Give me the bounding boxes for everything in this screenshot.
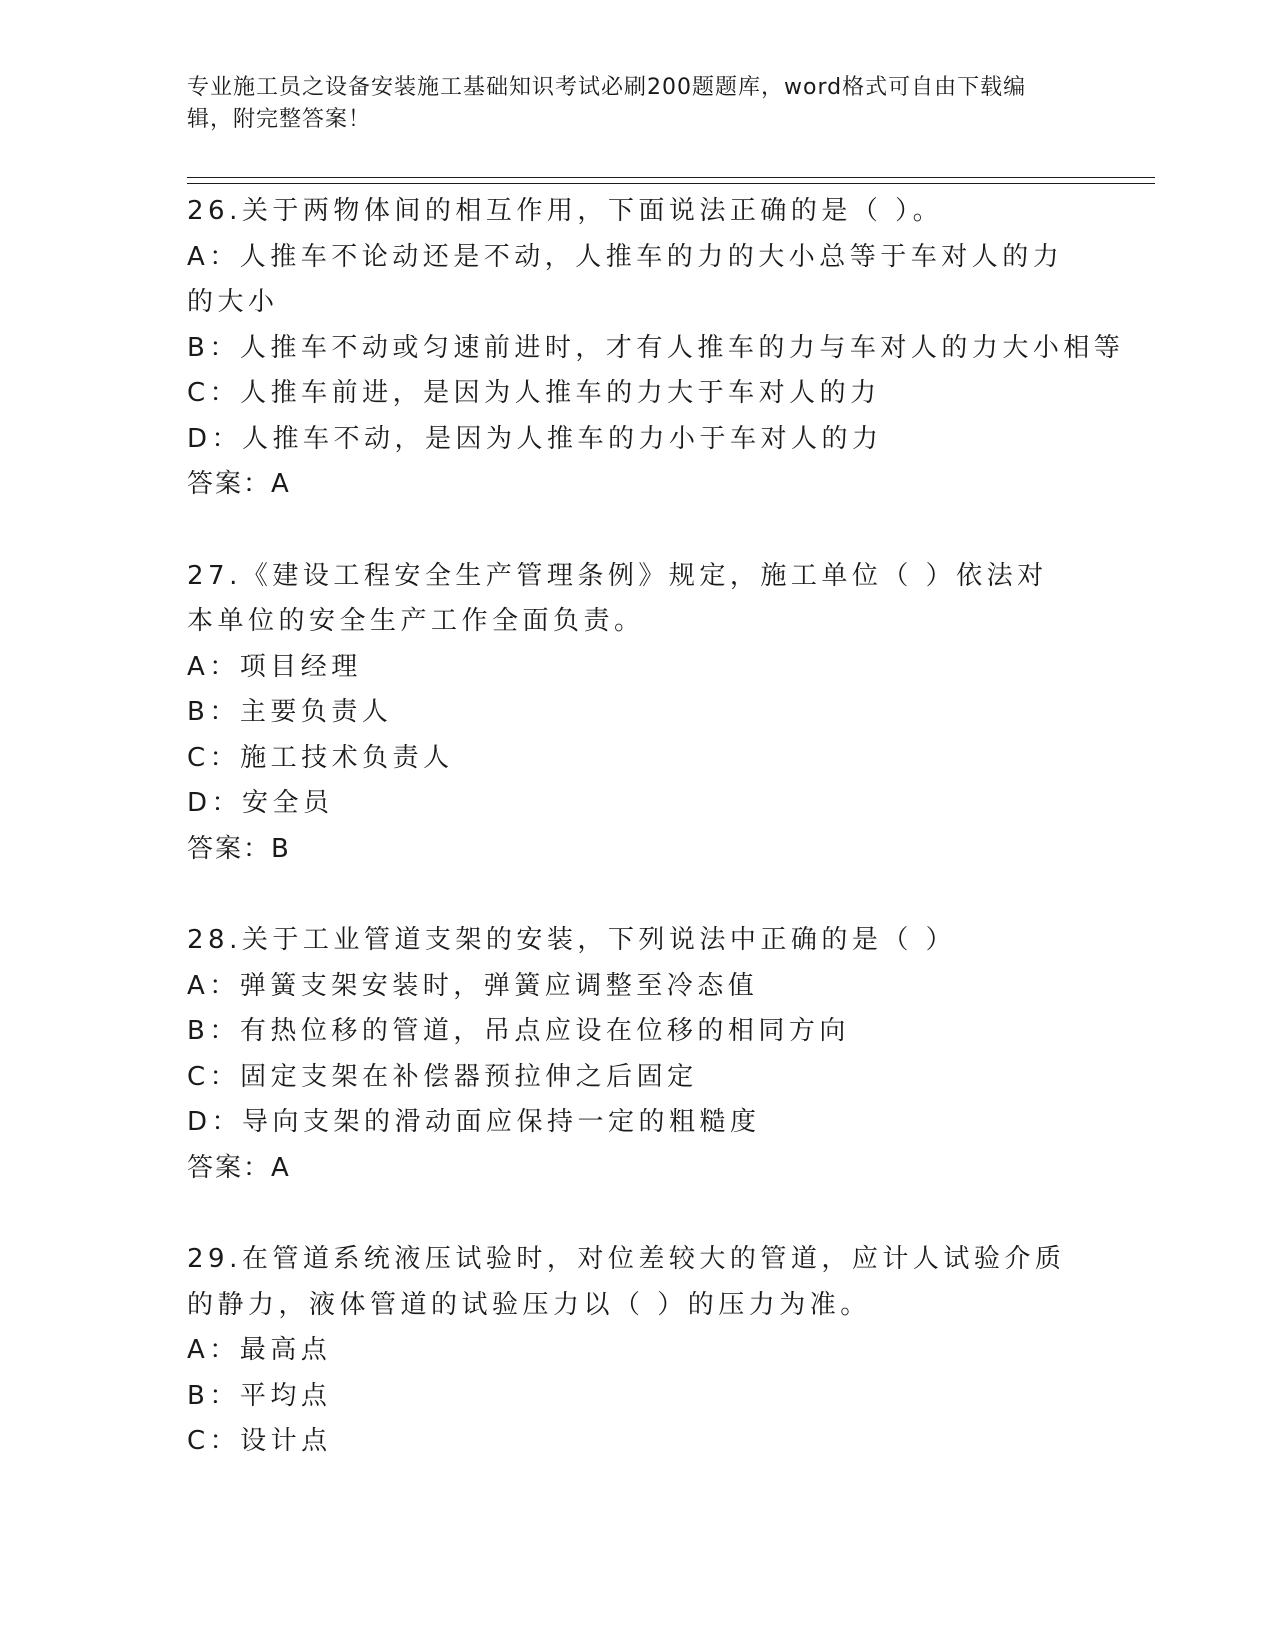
answer: 答案：A <box>187 1152 291 1183</box>
option-d: D：导向支架的滑动面应保持一定的粗糙度 <box>187 1107 761 1137</box>
option-d: D：安全员 <box>187 788 334 818</box>
option-b: B：主要负责人 <box>187 697 393 727</box>
question-stem: 28.关于工业管道支架的安装，下列说法中正确的是（ ） <box>187 925 957 955</box>
option-c: C：固定支架在补偿器预拉伸之后固定 <box>187 1061 698 1092</box>
header-rule-top <box>187 177 1155 178</box>
question-29 <box>187 1237 1067 1465</box>
option-a: A：弹簧支架安装时，弹簧应调整至冷态值 <box>187 970 759 1001</box>
question-27 <box>187 554 1067 873</box>
answer: 答案：B <box>187 833 291 864</box>
option-b: B：平均点 <box>187 1380 332 1411</box>
option-a: A：项目经理 <box>187 651 362 682</box>
document-header: 专业施工员之设备安装施工基础知识考试必刷200题题库，word格式可自由下载编辑，附完整答案！ <box>187 75 1027 132</box>
option-c: C：人推车前进，是因为人推车的力大于车对人的力 <box>187 378 881 408</box>
option-b: B：有热位移的管道，吊点应设在位移的相同方向 <box>187 1016 850 1046</box>
option-c: C：施工技术负责人 <box>187 742 454 773</box>
option-a: A：最高点 <box>187 1335 332 1365</box>
question-stem: 29.在管道系统液压试验时，对位差较大的管道，应计人试验介质的静力，液体管道的试验压力以（ ）的压力为准。 <box>187 1244 1066 1320</box>
question-list <box>187 189 1125 1465</box>
header-rule-bottom <box>187 183 1155 184</box>
question-26 <box>187 189 1125 508</box>
option-d: D：人推车不动，是因为人推车的力小于车对人的力 <box>187 423 883 454</box>
option-a: A：人推车不论动还是不动，人推车的力的大小总等于车对人的力的大小 <box>187 241 1064 317</box>
question-28 <box>187 918 1067 1191</box>
question-stem: 27.《建设工程安全生产管理条例》规定，施工单位（ ）依法对本单位的安全生产工作全面负责。 <box>187 560 1048 636</box>
question-stem: 26.关于两物体间的相互作用，下面说法正确的是（ ）。 <box>187 196 944 226</box>
option-c: C：设计点 <box>187 1426 332 1456</box>
answer: 答案：A <box>187 469 291 499</box>
option-b: B：人推车不动或匀速前进时，才有人推车的力与车对人的力大小相等 <box>187 332 1125 363</box>
